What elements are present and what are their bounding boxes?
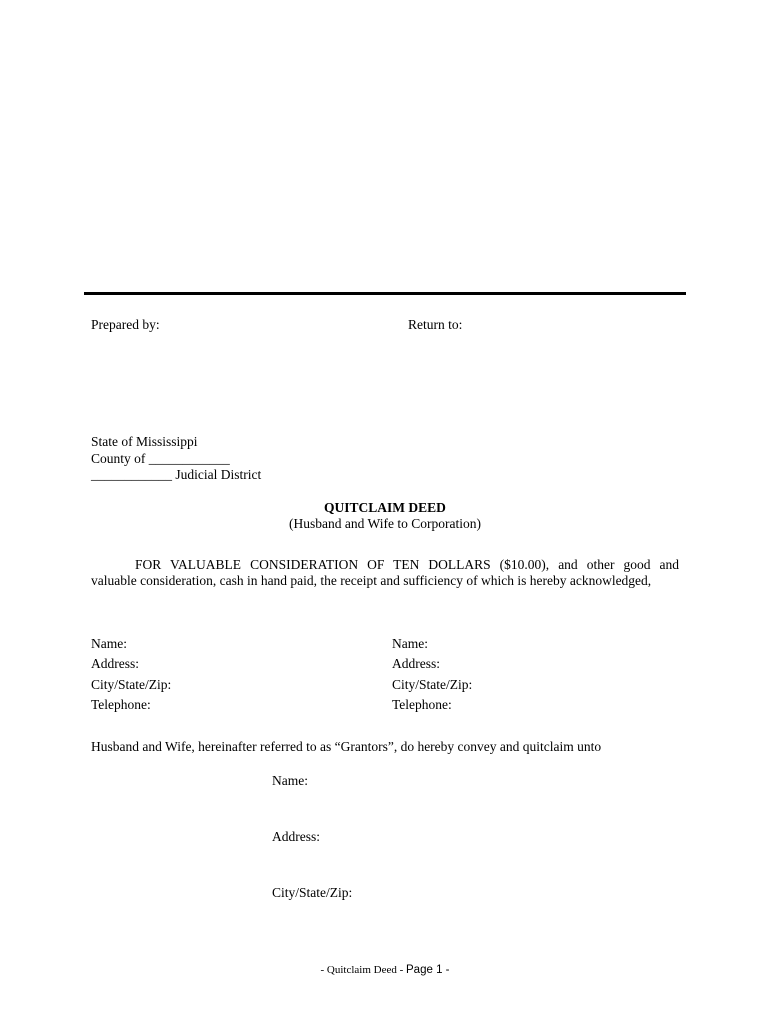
- conveyance-clause: Husband and Wife, hereinafter referred to as “Grantors”, do hereby convey and quitclaim unto: [91, 739, 602, 754]
- return-to-label: Return to:: [408, 317, 463, 332]
- grantee-address: Address:: [272, 829, 320, 844]
- consideration-paragraph: [91, 557, 679, 589]
- consideration-line-1: FOR VALUABLE CONSIDERATION OF TEN DOLLARS ($10.00), and other good and: [135, 557, 679, 572]
- grantor-left-block: [91, 634, 171, 715]
- header-rule: [84, 292, 686, 295]
- page-footer: [0, 964, 770, 976]
- grantor-right-address: Address:: [392, 656, 440, 672]
- deed-subtitle: (Husband and Wife to Corporation): [289, 516, 481, 531]
- grantee-name: Name:: [272, 773, 308, 788]
- state-line: State of Mississippi: [91, 434, 198, 449]
- grantor-right-telephone: Telephone:: [392, 696, 452, 712]
- grantee-city: City/State/Zip:: [272, 885, 353, 900]
- grantor-left-telephone: Telephone:: [91, 696, 151, 712]
- grantor-left-name: Name:: [91, 636, 127, 651]
- footer-suffix: -: [442, 964, 450, 976]
- grantor-left-city: City/State/Zip:: [91, 676, 172, 692]
- footer-page-number: Page 1: [406, 964, 443, 976]
- footer-label: - Quitclaim Deed -: [320, 964, 407, 976]
- prepared-by-label: Prepared by:: [91, 317, 160, 332]
- consideration-line-2: valuable consideration, cash in hand paid, the receipt and sufficiency of which is hereby acknowledged,: [91, 573, 652, 588]
- grantor-left-address: Address:: [91, 656, 139, 672]
- grantor-right-city: City/State/Zip:: [392, 676, 473, 692]
- deed-title: QUITCLAIM DEED: [324, 500, 446, 515]
- grantor-right-block: [392, 634, 472, 715]
- county-line: County of ____________: [91, 451, 230, 466]
- judicial-district-line: ____________ Judicial District: [91, 467, 262, 482]
- grantor-right-name: Name:: [392, 636, 428, 651]
